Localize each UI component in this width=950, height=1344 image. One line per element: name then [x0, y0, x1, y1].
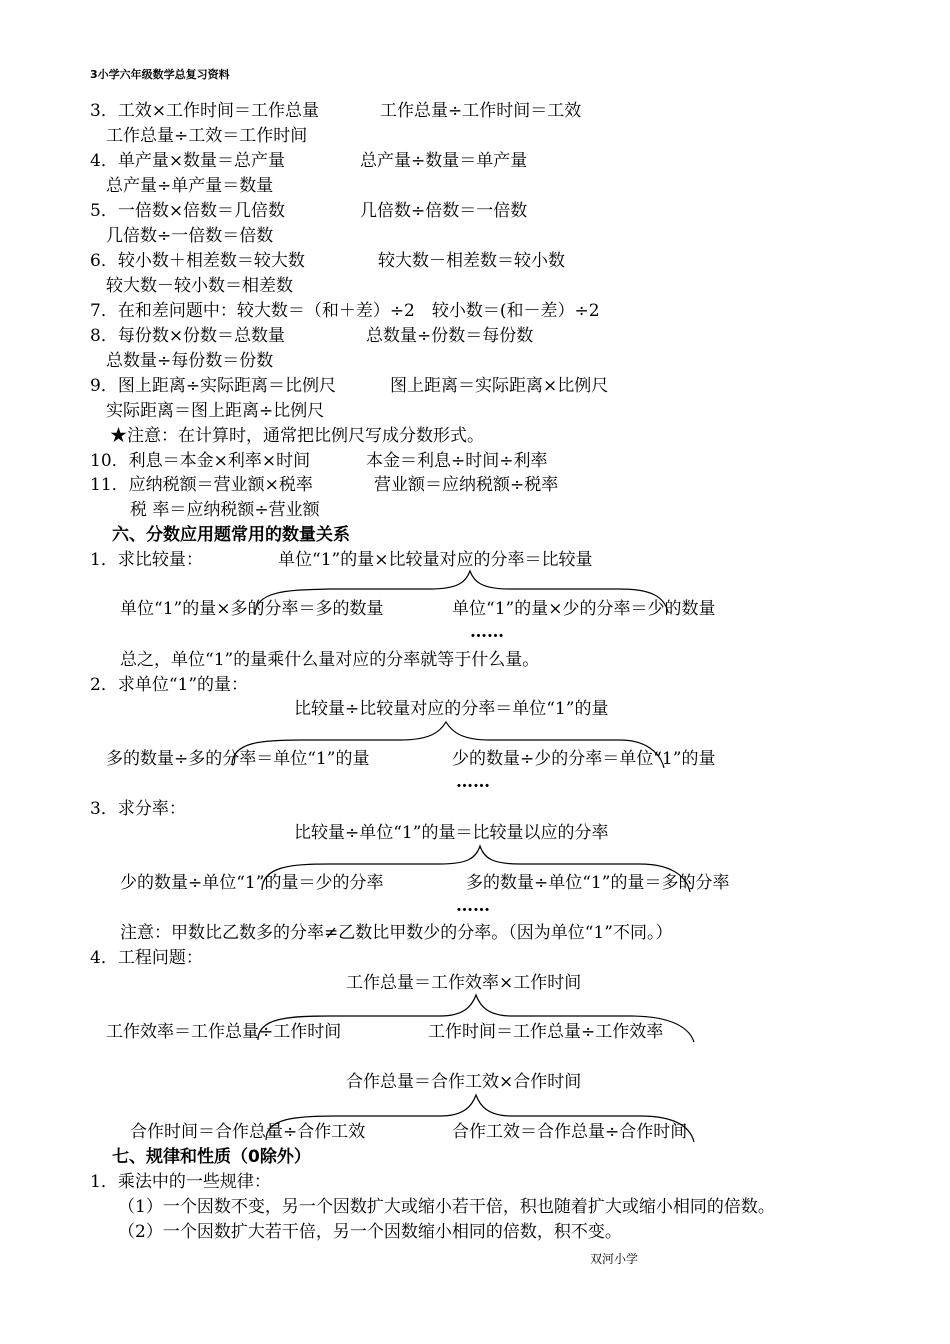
formula-6b: 较大数－相差数＝较小数	[378, 251, 565, 271]
s6-p4-right: 工作时间＝工作总量÷工作效率	[428, 1022, 664, 1042]
s6-p3-note: 注意：甲数比乙数多的分率≠乙数比甲数少的分率。（因为单位“1”不同。）	[120, 923, 673, 943]
formula-5c: 几倍数÷一倍数＝倍数	[106, 226, 274, 246]
formula-4b: 总产量÷数量＝单产量	[360, 151, 528, 171]
s6-p2-top: 比较量÷比较量对应的分率＝单位“1”的量	[294, 699, 609, 719]
s6-p3-ellipsis: ……	[456, 896, 490, 916]
s7-p1-a: （1）一个因数不变，另一个因数扩大或缩小若干倍，积也随着扩大或缩小相同的倍数。	[118, 1197, 775, 1217]
s6-p3-label: 3．求分率：	[90, 799, 186, 819]
s6-p4-right2: 合作工效＝合作总量÷合作时间	[452, 1122, 688, 1142]
formula-10a: 10．利息＝本金×利率×时间	[90, 451, 311, 471]
s6-p1-top: 单位“1”的量×比较量对应的分率＝比较量	[278, 550, 593, 570]
s6-p1-ellipsis: ……	[470, 622, 504, 642]
formula-9a: 9．图上距离÷实际距离＝比例尺	[90, 376, 337, 396]
formula-4a: 4．单产量×数量＝总产量	[90, 151, 286, 171]
s6-p3-right: 多的数量÷单位“1”的量＝多的分率	[466, 873, 730, 893]
s6-p4-top2: 合作总量＝合作工效×合作时间	[346, 1072, 582, 1092]
s6-p4-top: 工作总量＝工作效率×工作时间	[346, 973, 582, 993]
s6-p4-left2: 合作时间＝合作总量÷合作工效	[130, 1122, 366, 1142]
s6-p4-left: 工作效率＝工作总量÷工作时间	[106, 1022, 342, 1042]
s6-p1-right: 单位“1”的量×少的分率＝少的数量	[452, 599, 716, 619]
formula-5b: 几倍数÷倍数＝一倍数	[360, 201, 528, 221]
s7-p1-label: 1．乘法中的一些规律：	[90, 1172, 271, 1192]
s6-p3-top: 比较量÷单位“1”的量＝比较量以应的分率	[294, 823, 609, 843]
formula-7: 7．在和差问题中：较大数＝（和＋差）÷2 较小数＝(和－差）÷2	[90, 301, 600, 321]
formula-6c: 较大数－较小数＝相差数	[106, 276, 293, 296]
formula-11b: 营业额＝应纳税额÷税率	[374, 475, 559, 495]
s6-p3-left: 少的数量÷单位“1”的量＝少的分率	[120, 873, 384, 893]
page-header: 3小学六年级数学总复习资料	[90, 68, 230, 81]
s6-p2-label: 2．求单位“1”的量：	[90, 675, 249, 695]
formula-8b: 总数量÷份数＝每份数	[366, 326, 534, 346]
formula-9c: 实际距离＝图上距离÷比例尺	[106, 401, 325, 421]
formula-10b: 本金＝利息÷时间÷利率	[366, 451, 548, 471]
formula-9b: 图上距离＝实际距离×比例尺	[390, 376, 609, 396]
section-6-title: 六、分数应用题常用的数量关系	[112, 525, 350, 545]
formula-11c: 税 率＝应纳税额÷营业额	[130, 500, 320, 520]
page-footer: 双河小学	[590, 1252, 639, 1266]
formula-3a: 3．工效×工作时间＝工作总量	[90, 101, 320, 121]
formula-5a: 5．一倍数×倍数＝几倍数	[90, 201, 286, 221]
section-7-title: 七、规律和性质（0除外）	[112, 1147, 311, 1167]
formula-3c: 工作总量÷工效＝工作时间	[106, 126, 308, 146]
formula-8c: 总数量÷每份数＝份数	[106, 351, 274, 371]
s7-p1-b: （2）一个因数扩大若干倍，另一个因数缩小相同的倍数，积不变。	[118, 1222, 622, 1242]
s6-p4-label: 4．工程问题：	[90, 948, 203, 968]
formula-6a: 6．较小数＋相差数＝较大数	[90, 251, 305, 271]
s6-p1-summary: 总之，单位“1”的量乘什么量对应的分率就等于什么量。	[120, 650, 540, 670]
s6-p2-right: 少的数量÷少的分率＝单位“1”的量	[452, 749, 716, 769]
s6-p1-left: 单位“1”的量×多的分率＝多的数量	[120, 599, 384, 619]
s6-p1-label: 1．求比较量：	[90, 550, 203, 570]
formula-4c: 总产量÷单产量＝数量	[106, 176, 274, 196]
s6-p2-left: 多的数量÷多的分率＝单位“1”的量	[106, 749, 370, 769]
s6-p2-ellipsis: ……	[456, 772, 490, 792]
formula-8a: 8．每份数×份数＝总数量	[90, 326, 286, 346]
formula-9-note: ★注意：在计算时，通常把比例尺写成分数形式。	[110, 426, 484, 446]
formula-11a: 11．应纳税额＝营业额×税率	[90, 475, 313, 495]
formula-3b: 工作总量÷工作时间＝工效	[380, 101, 582, 121]
